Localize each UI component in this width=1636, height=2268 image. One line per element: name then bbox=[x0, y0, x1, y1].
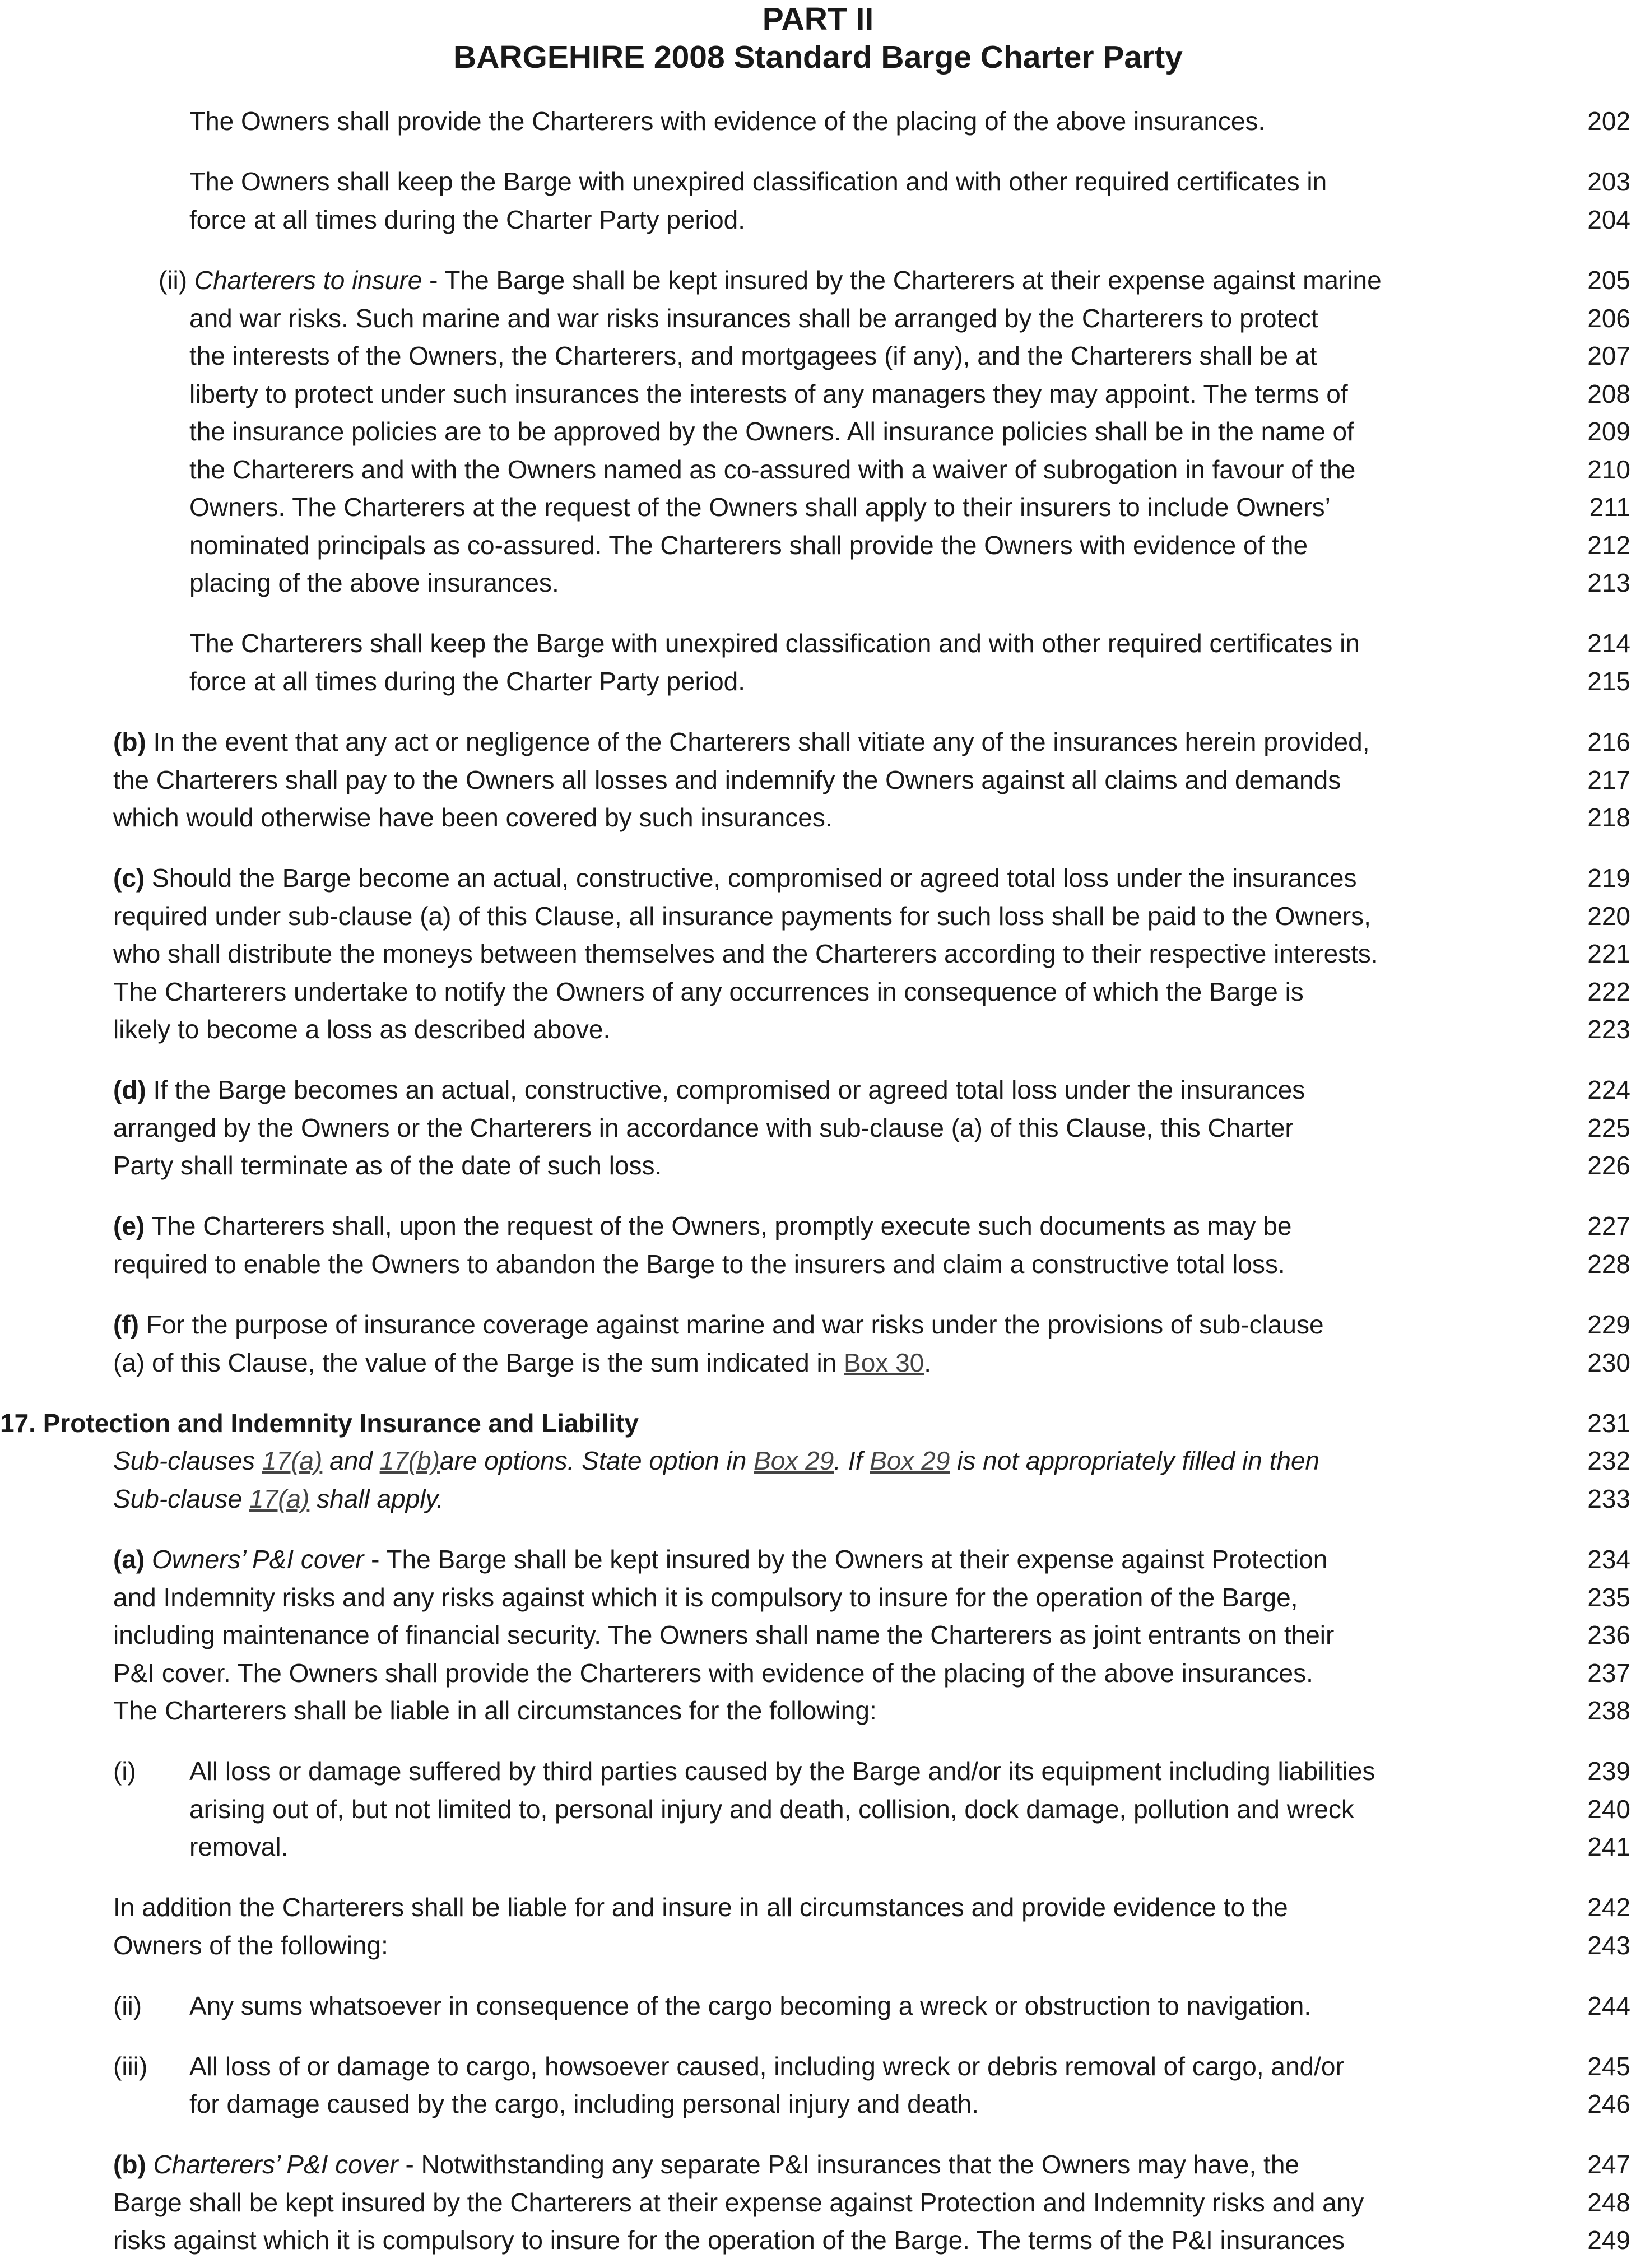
cross-reference-link: 17(a) bbox=[249, 1484, 310, 1513]
text-segment: (c) bbox=[113, 863, 145, 893]
text-segment: required under sub-clause (a) of this Clause, all insurance payments for such loss shall be paid to the Owners, bbox=[113, 901, 1371, 931]
text-segment: 17. Protection and Indemnity Insurance and Liability bbox=[0, 1409, 639, 1438]
line-number: 205 bbox=[1587, 266, 1630, 295]
text-segment: who shall distribute the moneys between themselves and the Charterers according to their respective interests. bbox=[113, 939, 1378, 968]
line-number: 223 bbox=[1587, 1015, 1630, 1044]
line-text bbox=[113, 2221, 1345, 2259]
line-number: 219 bbox=[1587, 863, 1630, 893]
document-line bbox=[0, 1790, 1636, 1828]
line-number: 209 bbox=[1587, 417, 1630, 446]
document-line bbox=[0, 1344, 1636, 1382]
cross-reference-link: 17(a) bbox=[262, 1446, 323, 1475]
document-line bbox=[0, 2085, 1636, 2123]
line-text bbox=[189, 2085, 979, 2123]
text-segment: . If bbox=[834, 1446, 870, 1475]
line-number: 229 bbox=[1587, 1310, 1630, 1339]
line-text bbox=[189, 337, 1317, 375]
document-line bbox=[0, 1109, 1636, 1147]
line-number: 210 bbox=[1587, 455, 1630, 484]
line-text bbox=[189, 450, 1355, 489]
document-line bbox=[0, 1071, 1636, 1109]
text-segment: Charterers to insure bbox=[194, 266, 422, 295]
line-number: 240 bbox=[1587, 1795, 1630, 1824]
text-segment: If the Barge becomes an actual, constructive, compromised or agreed total loss under the insurances bbox=[146, 1075, 1305, 1104]
document-line bbox=[0, 624, 1636, 662]
text-segment: force at all times during the Charter Party period. bbox=[189, 205, 746, 234]
line-number: 220 bbox=[1587, 901, 1630, 931]
document-line bbox=[0, 2047, 1636, 2085]
text-segment: Owners of the following: bbox=[113, 1931, 388, 1960]
cross-reference-link: Box 30 bbox=[844, 1348, 924, 1377]
text-segment: (ii) bbox=[159, 266, 194, 295]
text-segment: are options. State option in bbox=[440, 1446, 754, 1475]
line-text bbox=[189, 299, 1318, 337]
text-segment: removal. bbox=[189, 1832, 289, 1861]
text-segment: nominated principals as co-assured. The Charterers shall provide the Owners with evidence of the bbox=[189, 531, 1308, 560]
text-segment: (a) bbox=[113, 1545, 145, 1574]
document-line bbox=[0, 261, 1636, 299]
list-marker: (ii) bbox=[113, 1991, 142, 2020]
text-segment: In the event that any act or negligence of the Charterers shall vitiate any of the insurances herein provided, bbox=[146, 727, 1370, 756]
text-segment: The Charterers undertake to notify the Owners of any occurrences in consequence of which the Barge is bbox=[113, 977, 1304, 1006]
document-line bbox=[0, 201, 1636, 239]
text-segment: arising out of, but not limited to, personal injury and death, collision, dock damage, pollution and wreck bbox=[189, 1795, 1354, 1824]
document-line bbox=[0, 162, 1636, 201]
document-line bbox=[0, 662, 1636, 700]
line-number: 239 bbox=[1587, 1756, 1630, 1786]
document-line bbox=[0, 1540, 1636, 1578]
line-number: 228 bbox=[1587, 1249, 1630, 1279]
line-number: 247 bbox=[1587, 2150, 1630, 2179]
document-line bbox=[0, 2183, 1636, 2221]
text-segment: The Charterers shall, upon the request of the Owners, promptly execute such documents as may be bbox=[145, 1211, 1292, 1240]
line-number: 238 bbox=[1587, 1696, 1630, 1725]
line-number: 214 bbox=[1587, 629, 1630, 658]
text-segment: (b) bbox=[113, 727, 146, 756]
cross-reference-link: Box 29 bbox=[870, 1446, 950, 1475]
line-number: 248 bbox=[1587, 2188, 1630, 2217]
text-segment: Owners’ P&I cover bbox=[152, 1545, 364, 1574]
document-line bbox=[0, 1691, 1636, 1730]
line-text bbox=[113, 1305, 1324, 1344]
document-line bbox=[0, 723, 1636, 761]
text-segment bbox=[145, 1545, 152, 1574]
document-line bbox=[0, 1404, 1636, 1442]
line-text bbox=[113, 1926, 388, 1964]
line-text bbox=[189, 162, 1327, 201]
text-segment: Sub-clauses bbox=[113, 1446, 262, 1475]
text-segment: Barge shall be kept insured by the Charterers at their expense against Protection and Indemnity risks and any bbox=[113, 2188, 1364, 2217]
line-text bbox=[113, 1245, 1285, 1283]
text-segment: For the purpose of insurance coverage against marine and war risks under the provisions of sub-clause bbox=[138, 1310, 1324, 1339]
line-number: 202 bbox=[1587, 106, 1630, 136]
text-segment: The Charterers shall be liable in all circumstances for the following: bbox=[113, 1696, 877, 1725]
text-segment: force at all times during the Charter Party period. bbox=[189, 667, 746, 696]
text-segment: including maintenance of financial security. The Owners shall name the Charterers as joint entrants on their bbox=[113, 1620, 1335, 1649]
line-number: 242 bbox=[1587, 1893, 1630, 1922]
cross-reference-link: 17(b) bbox=[379, 1446, 440, 1475]
document-line bbox=[0, 1616, 1636, 1654]
line-text bbox=[113, 1616, 1334, 1654]
text-segment: The Owners shall provide the Charterers with evidence of the placing of the above insurances. bbox=[189, 106, 1266, 136]
line-text bbox=[113, 1578, 1298, 1616]
line-number: 207 bbox=[1587, 341, 1630, 370]
line-text bbox=[113, 761, 1341, 799]
line-text bbox=[189, 662, 745, 700]
line-number: 221 bbox=[1587, 939, 1630, 968]
text-segment: and Indemnity risks and any risks against which it is compulsory to insure for the operation of the Barge, bbox=[113, 1583, 1298, 1612]
text-segment: Owners. The Charterers at the request of the Owners shall apply to their insurers to include Owners’ bbox=[189, 492, 1331, 522]
text-segment: Sub-clause bbox=[113, 1484, 249, 1513]
text-segment: and war risks. Such marine and war risks insurances shall be arranged by the Charterers to protect bbox=[189, 304, 1318, 333]
document-line bbox=[0, 564, 1636, 602]
line-number: 244 bbox=[1587, 1991, 1630, 2020]
text-segment: The Charterers shall keep the Barge with unexpired classification and with other required certificates in bbox=[189, 629, 1360, 658]
line-text bbox=[113, 2183, 1364, 2221]
text-segment: is not appropriately filled in then bbox=[950, 1446, 1320, 1475]
line-number: 235 bbox=[1587, 1583, 1630, 1612]
line-number: 237 bbox=[1587, 1658, 1630, 1688]
text-segment: (e) bbox=[113, 1211, 145, 1240]
document-line bbox=[0, 798, 1636, 836]
line-text bbox=[113, 1207, 1291, 1245]
line-text bbox=[189, 375, 1348, 413]
document-line bbox=[0, 526, 1636, 564]
document-line bbox=[0, 1010, 1636, 1048]
line-text bbox=[113, 1071, 1305, 1109]
document-line bbox=[0, 1888, 1636, 1926]
part-heading: PART II bbox=[762, 1, 874, 37]
line-number: 216 bbox=[1587, 727, 1630, 756]
document-line bbox=[0, 1654, 1636, 1692]
text-segment: risks against which it is compulsory to insure for the operation of the Barge. The terms of the P&I insurances bbox=[113, 2225, 1345, 2255]
line-text bbox=[159, 261, 1382, 299]
line-number: 213 bbox=[1587, 568, 1630, 597]
line-number: 215 bbox=[1587, 667, 1630, 696]
text-segment: required to enable the Owners to abandon the Barge to the insurers and claim a constructive total loss. bbox=[113, 1249, 1285, 1279]
text-segment: and bbox=[322, 1446, 380, 1475]
document-line bbox=[0, 1305, 1636, 1344]
document-title: BARGEHIRE 2008 Standard Barge Charter Party bbox=[453, 39, 1183, 75]
line-text bbox=[189, 1752, 1375, 1790]
line-text bbox=[189, 624, 1360, 662]
document-line bbox=[0, 1828, 1636, 1866]
text-segment: Should the Barge become an actual, constructive, compromised or agreed total loss under the insurances bbox=[145, 863, 1357, 893]
text-segment: - Notwithstanding any separate P&I insurances that the Owners may have, the bbox=[398, 2150, 1299, 2179]
line-text bbox=[189, 102, 1265, 140]
line-text bbox=[189, 564, 559, 602]
text-segment: which would otherwise have been covered by such insurances. bbox=[113, 803, 833, 832]
document-line bbox=[0, 859, 1636, 897]
text-segment: (f) bbox=[113, 1310, 139, 1339]
line-number: 230 bbox=[1587, 1348, 1630, 1377]
page-header bbox=[0, 0, 1636, 76]
line-number: 245 bbox=[1587, 2052, 1630, 2081]
list-marker: (iii) bbox=[113, 2052, 148, 2081]
line-text bbox=[189, 1987, 1311, 2025]
line-text bbox=[113, 2145, 1299, 2183]
line-number: 236 bbox=[1587, 1620, 1630, 1649]
document-line bbox=[0, 1578, 1636, 1616]
line-text bbox=[113, 1480, 444, 1518]
line-text bbox=[189, 1790, 1354, 1828]
text-segment: Party shall terminate as of the date of such loss. bbox=[113, 1151, 662, 1180]
line-number: 204 bbox=[1587, 205, 1630, 234]
document-line bbox=[0, 412, 1636, 450]
text-segment: for damage caused by the cargo, including personal injury and death. bbox=[189, 2089, 979, 2118]
document-line bbox=[0, 897, 1636, 935]
text-segment: - The Barge shall be kept insured by the Owners at their expense against Protection bbox=[364, 1545, 1328, 1574]
line-text bbox=[189, 1828, 288, 1866]
text-segment: The Owners shall keep the Barge with unexpired classification and with other required certificates in bbox=[189, 167, 1327, 196]
document-line bbox=[0, 1442, 1636, 1480]
line-number: 233 bbox=[1587, 1484, 1630, 1513]
text-segment: All loss of or damage to cargo, howsoever caused, including wreck or debris removal of cargo, and/or bbox=[189, 2052, 1344, 2081]
line-text bbox=[113, 1344, 931, 1382]
document-line bbox=[0, 1480, 1636, 1518]
line-number: 218 bbox=[1587, 803, 1630, 832]
document-line bbox=[0, 450, 1636, 489]
line-number: 212 bbox=[1587, 531, 1630, 560]
text-segment: arranged by the Owners or the Charterers in accordance with sub-clause (a) of this Clause, this Charter bbox=[113, 1113, 1294, 1142]
line-text bbox=[113, 1888, 1288, 1926]
text-segment: the insurance policies are to be approved by the Owners. All insurance policies shall be in the name of bbox=[189, 417, 1354, 446]
document-line bbox=[0, 761, 1636, 799]
line-number: 208 bbox=[1587, 379, 1630, 408]
text-segment: likely to become a loss as described above. bbox=[113, 1015, 611, 1044]
line-text bbox=[113, 723, 1370, 761]
document-line bbox=[0, 973, 1636, 1011]
cross-reference-link: Box 29 bbox=[754, 1446, 834, 1475]
line-text bbox=[113, 1010, 610, 1048]
line-number: 243 bbox=[1587, 1931, 1630, 1960]
line-number: 249 bbox=[1587, 2225, 1630, 2255]
document-line bbox=[0, 1146, 1636, 1184]
line-text bbox=[113, 1654, 1313, 1692]
line-number: 226 bbox=[1587, 1151, 1630, 1180]
line-number: 227 bbox=[1587, 1211, 1630, 1240]
line-number: 217 bbox=[1587, 765, 1630, 794]
document-line bbox=[0, 1245, 1636, 1283]
line-text bbox=[113, 973, 1304, 1011]
line-text bbox=[113, 1442, 1319, 1480]
document-line bbox=[0, 1987, 1636, 2025]
text-segment: . bbox=[924, 1348, 932, 1377]
line-text bbox=[113, 935, 1378, 973]
line-text bbox=[113, 798, 833, 836]
text-segment: (d) bbox=[113, 1075, 146, 1104]
line-text bbox=[113, 1540, 1327, 1578]
line-number: 225 bbox=[1587, 1113, 1630, 1142]
text-segment: the Charterers and with the Owners named as co-assured with a waiver of subrogation in favour of the bbox=[189, 455, 1356, 484]
line-text bbox=[189, 201, 745, 239]
text-segment: the Charterers shall pay to the Owners all losses and indemnify the Owners against all claims and demands bbox=[113, 765, 1341, 794]
list-marker: (i) bbox=[113, 1756, 136, 1786]
text-segment: Any sums whatsoever in consequence of the cargo becoming a wreck or obstruction to navigation. bbox=[189, 1991, 1312, 2020]
text-segment: placing of the above insurances. bbox=[189, 568, 559, 597]
line-number: 231 bbox=[1587, 1409, 1630, 1438]
document-line bbox=[0, 1926, 1636, 1964]
line-number: 232 bbox=[1587, 1446, 1630, 1475]
line-number: 211 bbox=[1589, 492, 1630, 522]
text-segment: Charterers’ P&I cover bbox=[153, 2150, 398, 2179]
line-number: 206 bbox=[1587, 304, 1630, 333]
document-line bbox=[0, 102, 1636, 140]
text-segment bbox=[146, 2150, 154, 2179]
line-text bbox=[113, 1691, 877, 1730]
line-text bbox=[189, 488, 1331, 526]
line-text bbox=[113, 1146, 662, 1184]
text-segment: - The Barge shall be kept insured by the Charterers at their expense against marine bbox=[422, 266, 1382, 295]
document-line bbox=[0, 375, 1636, 413]
text-segment: shall apply. bbox=[309, 1484, 444, 1513]
text-segment: In addition the Charterers shall be liable for and insure in all circumstances and provide evidence to the bbox=[113, 1893, 1288, 1922]
line-number: 203 bbox=[1587, 167, 1630, 196]
document-line bbox=[0, 337, 1636, 375]
document-line bbox=[0, 2221, 1636, 2259]
document-line bbox=[0, 935, 1636, 973]
line-text bbox=[189, 526, 1308, 564]
line-text bbox=[189, 2047, 1344, 2085]
document-line bbox=[0, 1752, 1636, 1790]
document-line bbox=[0, 488, 1636, 526]
text-segment: (b) bbox=[113, 2150, 146, 2179]
text-segment: (a) of this Clause, the value of the Barge is the sum indicated in bbox=[113, 1348, 844, 1377]
text-segment: P&I cover. The Owners shall provide the Charterers with evidence of the placing of the above insurances. bbox=[113, 1658, 1313, 1688]
text-segment: the interests of the Owners, the Charterers, and mortgagees (if any), and the Charterers shall be at bbox=[189, 341, 1317, 370]
document-line bbox=[0, 1207, 1636, 1245]
line-number: 246 bbox=[1587, 2089, 1630, 2118]
line-number: 222 bbox=[1587, 977, 1630, 1006]
text-segment: All loss or damage suffered by third parties caused by the Barge and/or its equipment including liabilities bbox=[189, 1756, 1375, 1786]
document-line bbox=[0, 2145, 1636, 2183]
document-line bbox=[0, 299, 1636, 337]
line-number: 224 bbox=[1587, 1075, 1630, 1104]
line-number: 234 bbox=[1587, 1545, 1630, 1574]
line-text bbox=[113, 859, 1356, 897]
line-text bbox=[0, 1404, 639, 1442]
line-text bbox=[113, 897, 1371, 935]
line-text bbox=[113, 1109, 1294, 1147]
line-text bbox=[189, 412, 1354, 450]
line-number: 241 bbox=[1587, 1832, 1630, 1861]
text-segment: liberty to protect under such insurances the interests of any managers they may appoint. The terms of bbox=[189, 379, 1348, 408]
